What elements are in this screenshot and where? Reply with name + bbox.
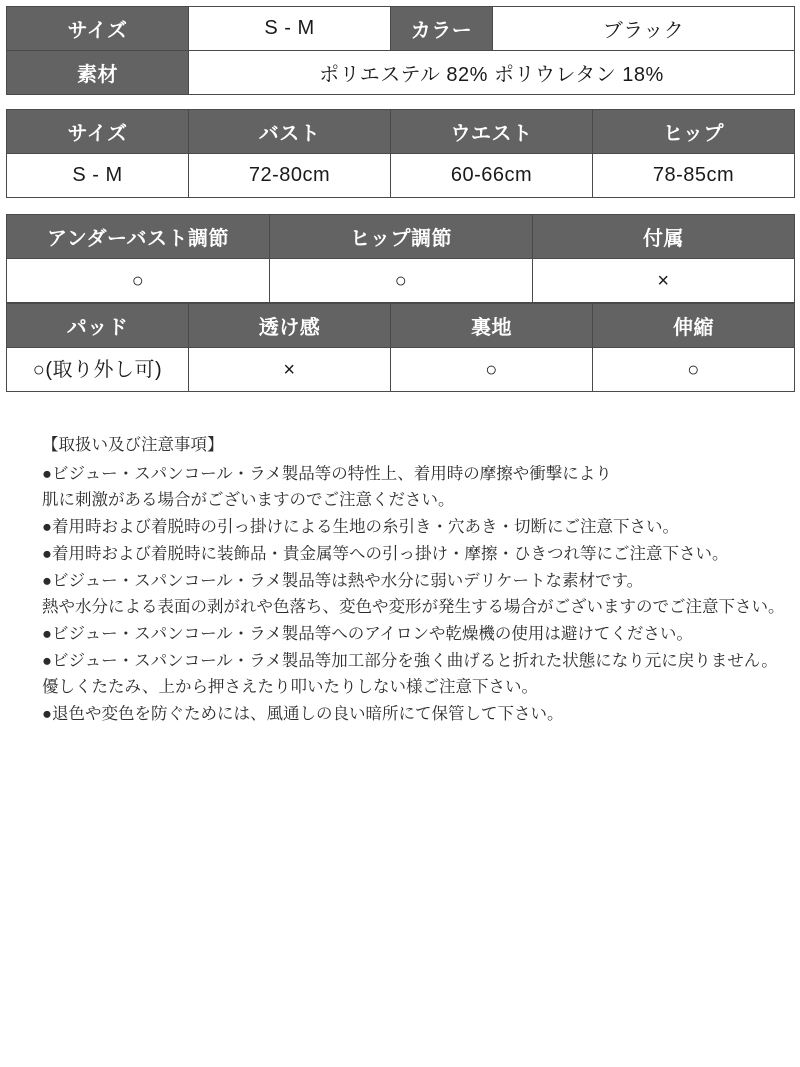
hip-adjust-value: ○ <box>270 259 533 303</box>
table-row <box>7 51 795 95</box>
size-chart-header-hip: ヒップ <box>593 110 795 154</box>
spacer <box>6 95 794 109</box>
material-value: ポリエステル 82% ポリウレタン 18% <box>189 51 795 95</box>
care-note-line: ●ビジュー・スパンコール・ラメ製品等へのアイロンや乾燥機の使用は避けてください。 <box>42 625 693 644</box>
size-chart-value-waist: 60-66cm <box>391 154 593 198</box>
care-note-line: ●ビジュー・スパンコール・ラメ製品等の特性上、着用時の摩擦や衝撃により <box>42 464 612 483</box>
size-chart-value-bust: 72-80cm <box>189 154 391 198</box>
size-chart-value-size: S - M <box>7 154 189 198</box>
table-row <box>7 348 795 392</box>
underbust-adjust-label: アンダーバスト調節 <box>7 215 270 259</box>
accessory-value: × <box>533 259 795 303</box>
care-note-line: ●着用時および着脱時の引っ掛けによる生地の糸引き・穴あき・切断にご注意下さい。 <box>42 518 679 537</box>
care-note-line: 優しくたたみ、上から押さえたり叩いたりしない様ご注意下さい。 <box>42 678 538 697</box>
adjustment-table-body <box>7 215 795 303</box>
material-table <box>6 6 795 95</box>
pad-value: ○(取り外し可) <box>7 348 189 392</box>
size-chart-header-waist: ウエスト <box>391 110 593 154</box>
table-row <box>7 215 795 259</box>
size-label: サイズ <box>7 7 189 51</box>
table-row <box>7 110 795 154</box>
care-note-line: ●退色や変色を防ぐためには、風通しの良い暗所にて保管して下さい。 <box>42 705 564 724</box>
care-note-line: ●ビジュー・スパンコール・ラメ製品等加工部分を強く曲げると折れた状態になり元に戻りません。 <box>42 651 778 670</box>
material-label: 素材 <box>7 51 189 95</box>
accessory-label: 付属 <box>533 215 795 259</box>
size-chart-value-hip: 78-85cm <box>593 154 795 198</box>
size-value: S - M <box>189 7 391 51</box>
care-notes <box>6 432 794 728</box>
material-table-body <box>7 7 795 95</box>
table-row <box>7 304 795 348</box>
stretch-value: ○ <box>593 348 795 392</box>
care-note-line: ●ビジュー・スパンコール・ラメ製品等は熱や水分に弱いデリケートな素材です。 <box>42 571 644 590</box>
care-notes-title: 【取扱い及び注意事項】 <box>42 436 224 454</box>
spacer <box>6 198 794 214</box>
size-chart-body <box>7 110 795 198</box>
sheerness-label: 透け感 <box>189 304 391 348</box>
hip-adjust-label: ヒップ調節 <box>270 215 533 259</box>
stretch-label: 伸縮 <box>593 304 795 348</box>
sheerness-value: × <box>189 348 391 392</box>
care-note-line: 肌に刺激がある場合がございますのでご注意ください。 <box>42 491 455 510</box>
underbust-adjust-value: ○ <box>7 259 270 303</box>
table-row <box>7 259 795 303</box>
lining-label: 裏地 <box>391 304 593 348</box>
features-table <box>6 303 795 392</box>
adjustment-table <box>6 214 795 303</box>
features-table-body <box>7 304 795 392</box>
size-chart-header-size: サイズ <box>7 110 189 154</box>
care-note-line: 熱や水分による表面の剥がれや色落ち、変色や変形が発生する場合がございますのでご注意下さい。 <box>42 598 785 617</box>
pad-label: パッド <box>7 304 189 348</box>
color-label: カラー <box>391 7 493 51</box>
color-value: ブラック <box>493 7 795 51</box>
table-row <box>7 154 795 198</box>
size-chart-header-bust: バスト <box>189 110 391 154</box>
table-row <box>7 7 795 51</box>
size-chart-table <box>6 109 795 198</box>
lining-value: ○ <box>391 348 593 392</box>
care-note-line: ●着用時および着脱時に装飾品・貴金属等への引っ掛け・摩擦・ひきつれ等にご注意下さい。 <box>42 544 729 563</box>
